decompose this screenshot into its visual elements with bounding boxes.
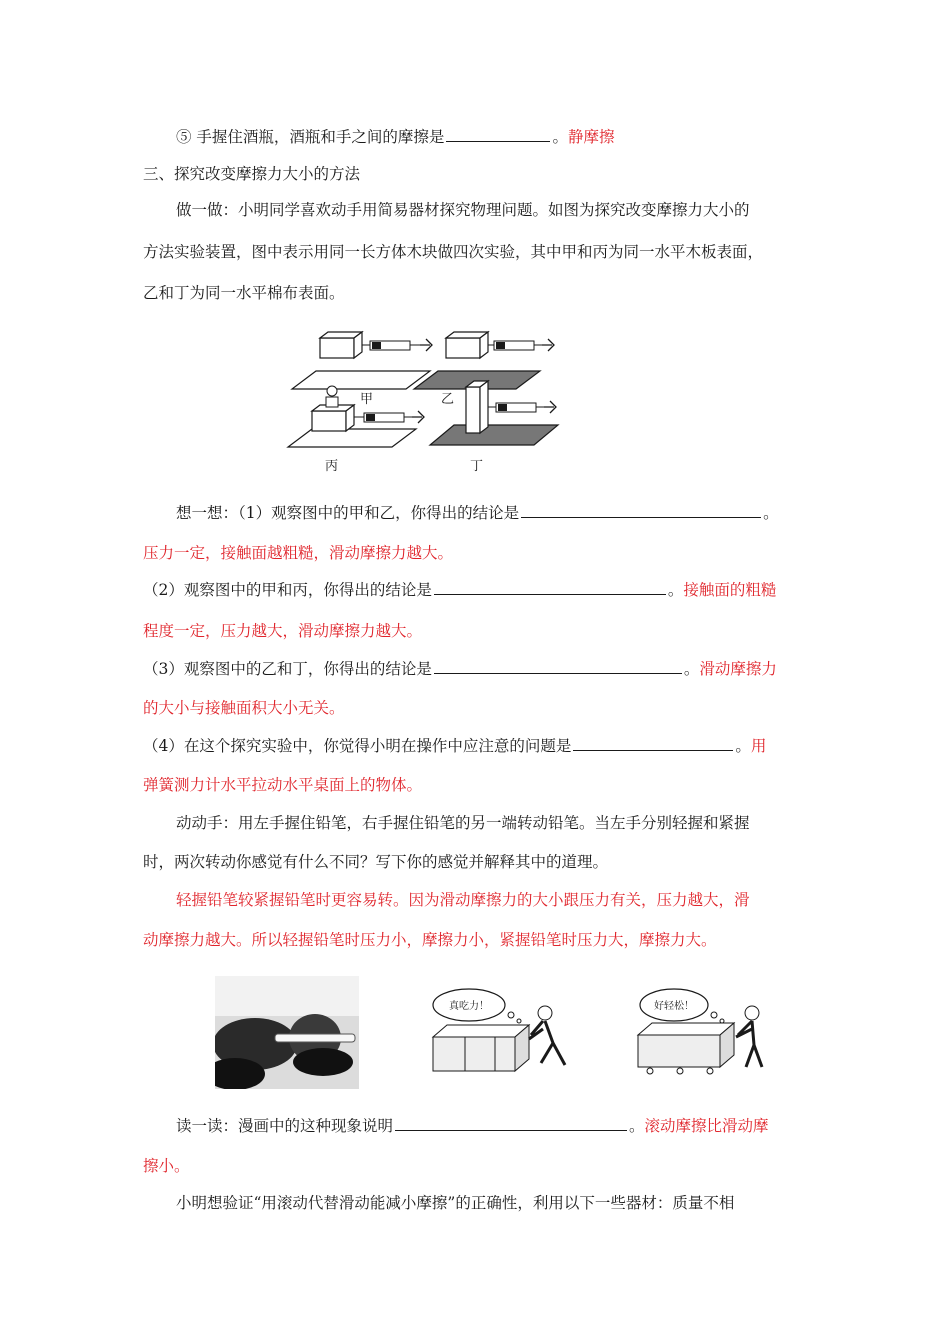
answer-blank — [446, 127, 550, 142]
label-jia: 甲 — [360, 392, 374, 407]
label-bing: 丙 — [325, 459, 339, 474]
intro-line-3: 乙和丁为同一水平棉布表面。 — [143, 284, 345, 302]
answer-text: 静摩擦 — [567, 128, 615, 146]
think-q3: （3）观察图中的乙和丁，你得出的结论是 。滑动摩擦力 — [143, 660, 777, 678]
answer-blank — [395, 1116, 627, 1131]
think-a4: 弹簧测力计水平拉动水平桌面上的物体。 — [143, 776, 423, 794]
answer-blank — [573, 736, 733, 751]
bubble-text-easy: 好轻松！ — [654, 1001, 694, 1012]
handson-answer-1: 轻握铅笔较紧握铅笔时更容易转。因为滑动摩擦力的大小跟压力有关，压力越大，滑 — [176, 891, 750, 909]
handson-line-1: 动动手：用左手握住铅笔，右手握住铅笔的另一端转动铅笔。当左手分别轻握和紧握 — [176, 814, 750, 832]
read-question: 读一读：漫画中的这种现象说明 。滚动摩擦比滑动摩 — [176, 1117, 769, 1135]
answer-blank — [521, 503, 761, 518]
answer-blank — [434, 580, 666, 595]
think-q4: （4）在这个探究实验中，你觉得小明在操作中应注意的问题是 。用 — [143, 737, 767, 755]
label-yi: 乙 — [441, 392, 455, 407]
think-q2: （2）观察图中的甲和丙，你得出的结论是 。接触面的粗糙 — [143, 581, 777, 599]
hands-pencil-image — [215, 976, 359, 1089]
hands-pencil-photo — [215, 976, 359, 1089]
think-a1: 压力一定，接触面越粗糙，滑动摩擦力越大。 — [143, 544, 454, 562]
intro-line-1: 做一做：小明同学喜欢动手用简易器材探究物理问题。如图为探究改变摩擦力大小的 — [176, 201, 750, 219]
intro-line-2: 方法实验装置，图中表示用同一长方体木块做四次实验，其中甲和丙为同一水平木板表面， — [143, 243, 764, 261]
handson-line-2: 时，两次转动你感觉有什么不同？写下你的感觉并解释其中的道理。 — [143, 853, 609, 871]
cartoon-sliding — [425, 985, 605, 1081]
bubble-text-hard: 真吃力！ — [449, 1001, 489, 1012]
think-a3: 的大小与接触面积大小无关。 — [143, 699, 345, 717]
read-answer: 擦小。 — [143, 1157, 190, 1175]
handson-answer-2: 动摩擦力越大。所以轻握铅笔时压力小，摩擦力小，紧握铅笔时压力大，摩擦力大。 — [143, 931, 717, 949]
section-heading: 三、探究改变摩擦力大小的方法 — [143, 165, 361, 183]
think-a2: 程度一定，压力越大，滑动摩擦力越大。 — [143, 622, 423, 640]
answer-blank — [434, 659, 682, 674]
cartoon-rolling — [630, 985, 810, 1081]
last-line: 小明想验证“用滚动代替滑动能减小摩擦”的正确性，利用以下一些器材：质量不相 — [176, 1194, 735, 1212]
question-5: ⑤ 手握住酒瓶，酒瓶和手之间的摩擦是 。静摩擦 — [176, 128, 615, 146]
label-ding: 丁 — [470, 459, 484, 474]
think-q1: 想一想：（1）观察图中的甲和乙，你得出的结论是 。 — [176, 504, 779, 522]
